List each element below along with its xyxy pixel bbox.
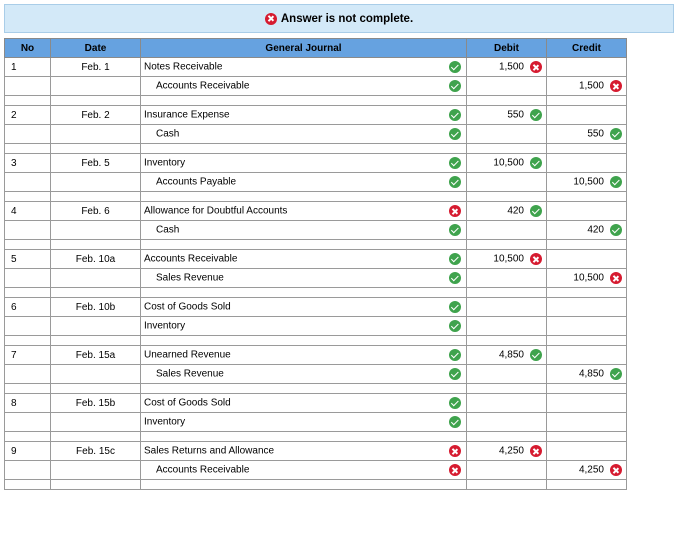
entry-date: Feb. 5 xyxy=(51,154,141,173)
entry-date-blank xyxy=(51,336,141,346)
credit-input-blank xyxy=(547,480,627,490)
debit-input[interactable] xyxy=(467,442,547,461)
journal-body xyxy=(5,58,627,490)
answer-status-banner xyxy=(4,4,674,33)
credit-input-blank xyxy=(547,288,627,298)
account-name: Accounts Payable xyxy=(156,176,237,188)
account-select-blank xyxy=(141,384,467,394)
entry-number: 5 xyxy=(5,250,51,269)
x-circle-icon xyxy=(449,464,461,476)
spacer-row xyxy=(5,384,627,394)
debit-input-blank xyxy=(467,96,547,106)
account-name: Cost of Goods Sold xyxy=(144,301,231,313)
entry-number-blank xyxy=(5,288,51,298)
debit-input[interactable] xyxy=(467,250,547,269)
header-date: Date xyxy=(51,39,141,58)
credit-input[interactable] xyxy=(547,202,627,221)
check-circle-icon xyxy=(449,416,461,428)
credit-input[interactable] xyxy=(547,221,627,240)
spacer-row xyxy=(5,480,627,490)
account-name: Cash xyxy=(156,224,180,236)
account-select[interactable] xyxy=(141,221,467,240)
account-select[interactable] xyxy=(141,58,467,77)
account-name: Allowance for Doubtful Accounts xyxy=(144,205,288,217)
credit-input[interactable] xyxy=(547,346,627,365)
credit-input[interactable] xyxy=(547,77,627,96)
table-row xyxy=(5,58,627,77)
credit-input-blank xyxy=(547,192,627,202)
check-circle-icon xyxy=(610,128,622,140)
debit-input[interactable] xyxy=(467,461,547,480)
table-row xyxy=(5,317,627,336)
credit-input[interactable] xyxy=(547,298,627,317)
entry-number: 6 xyxy=(5,298,51,317)
debit-amount: 1,500 xyxy=(498,61,524,73)
entry-date-blank xyxy=(51,384,141,394)
credit-input[interactable] xyxy=(547,365,627,384)
debit-input[interactable] xyxy=(467,77,547,96)
entry-date-blank xyxy=(51,480,141,490)
entry-date xyxy=(51,461,141,480)
entry-number-blank xyxy=(5,144,51,154)
account-select[interactable] xyxy=(141,365,467,384)
header-general-journal: General Journal xyxy=(141,39,467,58)
check-circle-icon xyxy=(449,109,461,121)
credit-amount: 420 xyxy=(587,224,604,236)
debit-input[interactable] xyxy=(467,202,547,221)
entry-date xyxy=(51,365,141,384)
credit-input-blank xyxy=(547,144,627,154)
x-circle-icon xyxy=(610,464,622,476)
debit-input-blank xyxy=(467,192,547,202)
debit-input[interactable] xyxy=(467,221,547,240)
debit-amount: 420 xyxy=(507,205,524,217)
header-credit: Credit xyxy=(547,39,627,58)
x-circle-icon xyxy=(530,253,542,265)
credit-input-blank xyxy=(547,96,627,106)
credit-amount: 1,500 xyxy=(578,80,604,92)
entry-date: Feb. 1 xyxy=(51,58,141,77)
entry-number xyxy=(5,77,51,96)
banner-text: Answer is not complete. xyxy=(280,12,414,25)
account-name: Accounts Receivable xyxy=(144,253,238,265)
entry-date-blank xyxy=(51,144,141,154)
table-header-row xyxy=(5,39,627,58)
credit-input-blank xyxy=(547,336,627,346)
debit-input[interactable] xyxy=(467,298,547,317)
credit-input[interactable] xyxy=(547,173,627,192)
account-select[interactable] xyxy=(141,413,467,432)
check-circle-icon xyxy=(449,157,461,169)
entry-date xyxy=(51,77,141,96)
debit-input[interactable] xyxy=(467,269,547,288)
account-select[interactable] xyxy=(141,461,467,480)
check-circle-icon xyxy=(449,301,461,313)
entry-date-blank xyxy=(51,240,141,250)
account-select-blank xyxy=(141,192,467,202)
entry-number xyxy=(5,461,51,480)
credit-input[interactable] xyxy=(547,413,627,432)
account-select[interactable] xyxy=(141,125,467,144)
account-select[interactable] xyxy=(141,298,467,317)
account-name: Sales Revenue xyxy=(156,368,224,380)
debit-input-blank xyxy=(467,240,547,250)
table-row xyxy=(5,298,627,317)
credit-input[interactable] xyxy=(547,442,627,461)
entry-date-blank xyxy=(51,192,141,202)
debit-input[interactable] xyxy=(467,106,547,125)
credit-amount: 10,500 xyxy=(573,272,604,284)
debit-input[interactable] xyxy=(467,125,547,144)
account-select-blank xyxy=(141,144,467,154)
x-circle-icon xyxy=(610,272,622,284)
credit-input-blank xyxy=(547,384,627,394)
check-circle-icon xyxy=(449,253,461,265)
debit-amount: 4,250 xyxy=(498,445,524,457)
spacer-row xyxy=(5,144,627,154)
check-circle-icon xyxy=(530,205,542,217)
x-circle-icon xyxy=(449,205,461,217)
debit-input[interactable] xyxy=(467,154,547,173)
debit-input-blank xyxy=(467,288,547,298)
header-debit: Debit xyxy=(467,39,547,58)
table-row xyxy=(5,269,627,288)
check-circle-icon xyxy=(449,224,461,236)
x-circle-icon xyxy=(530,445,542,457)
entry-number-blank xyxy=(5,384,51,394)
account-select[interactable] xyxy=(141,442,467,461)
entry-number xyxy=(5,221,51,240)
check-circle-icon xyxy=(610,224,622,236)
account-name: Inventory xyxy=(144,416,186,428)
table-row xyxy=(5,154,627,173)
account-select[interactable] xyxy=(141,317,467,336)
spacer-row xyxy=(5,288,627,298)
entry-date: Feb. 10a xyxy=(51,250,141,269)
table-row xyxy=(5,413,627,432)
account-select[interactable] xyxy=(141,77,467,96)
check-circle-icon xyxy=(449,320,461,332)
entry-number-blank xyxy=(5,336,51,346)
credit-input[interactable] xyxy=(547,58,627,77)
entry-date xyxy=(51,173,141,192)
entry-number xyxy=(5,413,51,432)
x-circle-icon xyxy=(449,445,461,457)
debit-input[interactable] xyxy=(467,346,547,365)
account-select-blank xyxy=(141,96,467,106)
table-row xyxy=(5,221,627,240)
credit-amount: 10,500 xyxy=(573,176,604,188)
check-circle-icon xyxy=(610,176,622,188)
table-row xyxy=(5,346,627,365)
entry-number: 1 xyxy=(5,58,51,77)
account-name: Inventory xyxy=(144,157,186,169)
credit-amount: 4,850 xyxy=(578,368,604,380)
entry-date: Feb. 2 xyxy=(51,106,141,125)
entry-number xyxy=(5,173,51,192)
entry-date xyxy=(51,125,141,144)
entry-date: Feb. 15a xyxy=(51,346,141,365)
account-name: Inventory xyxy=(144,320,186,332)
table-row xyxy=(5,461,627,480)
account-select[interactable] xyxy=(141,250,467,269)
credit-input[interactable] xyxy=(547,125,627,144)
table-row xyxy=(5,173,627,192)
credit-amount: 550 xyxy=(587,128,604,140)
check-circle-icon xyxy=(449,80,461,92)
debit-amount: 10,500 xyxy=(493,253,524,265)
account-select-blank xyxy=(141,288,467,298)
entry-number: 8 xyxy=(5,394,51,413)
debit-amount: 550 xyxy=(507,109,524,121)
entry-number: 7 xyxy=(5,346,51,365)
account-select-blank xyxy=(141,336,467,346)
debit-input[interactable] xyxy=(467,365,547,384)
credit-input[interactable] xyxy=(547,106,627,125)
account-select-blank xyxy=(141,480,467,490)
account-select[interactable] xyxy=(141,346,467,365)
entry-number xyxy=(5,269,51,288)
debit-input[interactable] xyxy=(467,173,547,192)
credit-input[interactable] xyxy=(547,269,627,288)
account-name: Cash xyxy=(156,128,180,140)
account-name: Unearned Revenue xyxy=(144,349,231,361)
check-circle-icon xyxy=(449,272,461,284)
account-select[interactable] xyxy=(141,173,467,192)
account-select-blank xyxy=(141,432,467,442)
entry-number xyxy=(5,125,51,144)
credit-input[interactable] xyxy=(547,154,627,173)
account-select[interactable] xyxy=(141,269,467,288)
entry-number: 9 xyxy=(5,442,51,461)
credit-amount: 4,250 xyxy=(578,464,604,476)
entry-number: 2 xyxy=(5,106,51,125)
credit-input[interactable] xyxy=(547,250,627,269)
x-circle-icon xyxy=(530,61,542,73)
entry-date: Feb. 10b xyxy=(51,298,141,317)
table-row xyxy=(5,106,627,125)
entry-date: Feb. 6 xyxy=(51,202,141,221)
account-name: Sales Returns and Allowance xyxy=(144,445,275,457)
entry-number xyxy=(5,365,51,384)
check-circle-icon xyxy=(530,349,542,361)
credit-input-blank xyxy=(547,432,627,442)
entry-date xyxy=(51,317,141,336)
check-circle-icon xyxy=(449,61,461,73)
account-name: Accounts Receivable xyxy=(156,464,250,476)
spacer-row xyxy=(5,192,627,202)
entry-date xyxy=(51,413,141,432)
check-circle-icon xyxy=(449,128,461,140)
debit-amount: 4,850 xyxy=(498,349,524,361)
entry-date-blank xyxy=(51,432,141,442)
debit-input-blank xyxy=(467,432,547,442)
account-name: Accounts Receivable xyxy=(156,80,250,92)
account-name: Sales Revenue xyxy=(156,272,224,284)
account-select[interactable] xyxy=(141,154,467,173)
credit-input-blank xyxy=(547,240,627,250)
debit-input[interactable] xyxy=(467,413,547,432)
check-circle-icon xyxy=(530,157,542,169)
table-row xyxy=(5,365,627,384)
entry-date-blank xyxy=(51,288,141,298)
check-circle-icon xyxy=(449,397,461,409)
debit-input-blank xyxy=(467,336,547,346)
account-name: Notes Receivable xyxy=(144,61,223,73)
table-row xyxy=(5,250,627,269)
debit-input[interactable] xyxy=(467,58,547,77)
table-row xyxy=(5,442,627,461)
spacer-row xyxy=(5,432,627,442)
entry-number-blank xyxy=(5,432,51,442)
entry-number: 4 xyxy=(5,202,51,221)
check-circle-icon xyxy=(530,109,542,121)
table-row xyxy=(5,125,627,144)
account-select[interactable] xyxy=(141,202,467,221)
check-circle-icon xyxy=(610,368,622,380)
header-no: No xyxy=(5,39,51,58)
x-circle-icon xyxy=(610,80,622,92)
account-name: Cost of Goods Sold xyxy=(144,397,231,409)
credit-input[interactable] xyxy=(547,394,627,413)
entry-number-blank xyxy=(5,96,51,106)
entry-number xyxy=(5,317,51,336)
entry-date xyxy=(51,221,141,240)
account-name: Insurance Expense xyxy=(144,109,230,121)
debit-input-blank xyxy=(467,144,547,154)
entry-number-blank xyxy=(5,240,51,250)
x-circle-icon xyxy=(265,13,277,25)
check-circle-icon xyxy=(449,176,461,188)
account-select-blank xyxy=(141,240,467,250)
entry-number-blank xyxy=(5,480,51,490)
entry-date-blank xyxy=(51,96,141,106)
entry-date: Feb. 15c xyxy=(51,442,141,461)
entry-date: Feb. 15b xyxy=(51,394,141,413)
entry-number: 3 xyxy=(5,154,51,173)
entry-date xyxy=(51,269,141,288)
check-circle-icon xyxy=(449,368,461,380)
debit-input-blank xyxy=(467,384,547,394)
account-select[interactable] xyxy=(141,106,467,125)
spacer-row xyxy=(5,96,627,106)
debit-input[interactable] xyxy=(467,394,547,413)
table-row xyxy=(5,77,627,96)
debit-amount: 10,500 xyxy=(493,157,524,169)
debit-input-blank xyxy=(467,480,547,490)
account-select[interactable] xyxy=(141,394,467,413)
debit-input[interactable] xyxy=(467,317,547,336)
entry-number-blank xyxy=(5,192,51,202)
check-circle-icon xyxy=(449,349,461,361)
spacer-row xyxy=(5,240,627,250)
spacer-row xyxy=(5,336,627,346)
table-row xyxy=(5,394,627,413)
credit-input[interactable] xyxy=(547,461,627,480)
general-journal-table xyxy=(4,38,627,490)
credit-input[interactable] xyxy=(547,317,627,336)
table-row xyxy=(5,202,627,221)
